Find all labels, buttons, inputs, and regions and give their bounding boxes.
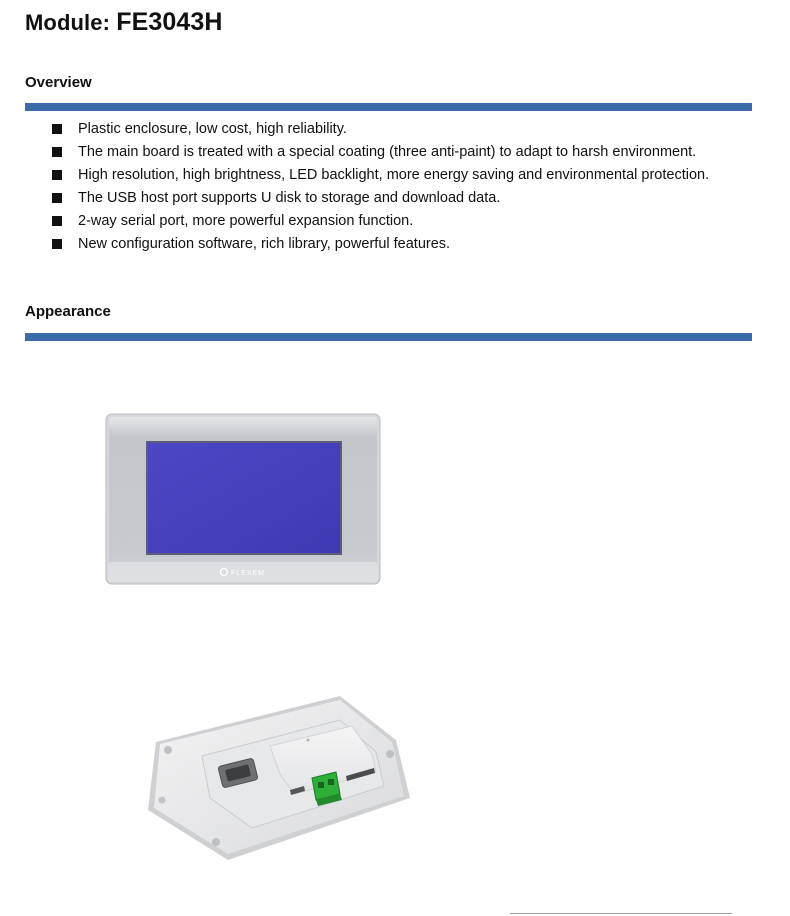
bullet-icon (52, 216, 62, 226)
bullet-icon (52, 239, 62, 249)
list-item (52, 118, 709, 141)
bullet-icon (52, 147, 62, 157)
list-item (52, 164, 709, 187)
page-title (25, 8, 223, 37)
appearance-rule (25, 333, 752, 341)
title-label: Module: (25, 10, 111, 35)
list-item (52, 187, 709, 210)
rear-view-image (140, 690, 416, 866)
list-item (52, 210, 709, 233)
list-item (52, 141, 709, 164)
list-item-text: New configuration software, rich library, powerful features. (78, 236, 451, 252)
list-item-text: The main board is treated with a special coating (three anti-paint) to adapt to harsh environment. (78, 144, 697, 160)
list-item-text: High resolution, high brightness, LED backlight, more energy saving and environmental protection. (78, 167, 710, 183)
front-view-image (104, 412, 384, 588)
overview-heading: Overview (25, 74, 92, 91)
list-item-text: Plastic enclosure, low cost, high reliability. (78, 121, 347, 137)
model-number: FE3043H (116, 8, 223, 36)
bullet-icon (52, 124, 62, 134)
appearance-heading: Appearance (25, 303, 111, 320)
front-logo-text: FLEXEM (231, 570, 266, 577)
list-item-text: 2-way serial port, more powerful expansion function. (78, 213, 414, 229)
list-item (52, 233, 709, 256)
feature-list (52, 118, 709, 256)
overview-rule (25, 103, 752, 111)
footer-rule (510, 913, 732, 914)
bullet-icon (52, 193, 62, 203)
bullet-icon (52, 170, 62, 180)
list-item-text: The USB host port supports U disk to storage and download data. (78, 190, 501, 206)
